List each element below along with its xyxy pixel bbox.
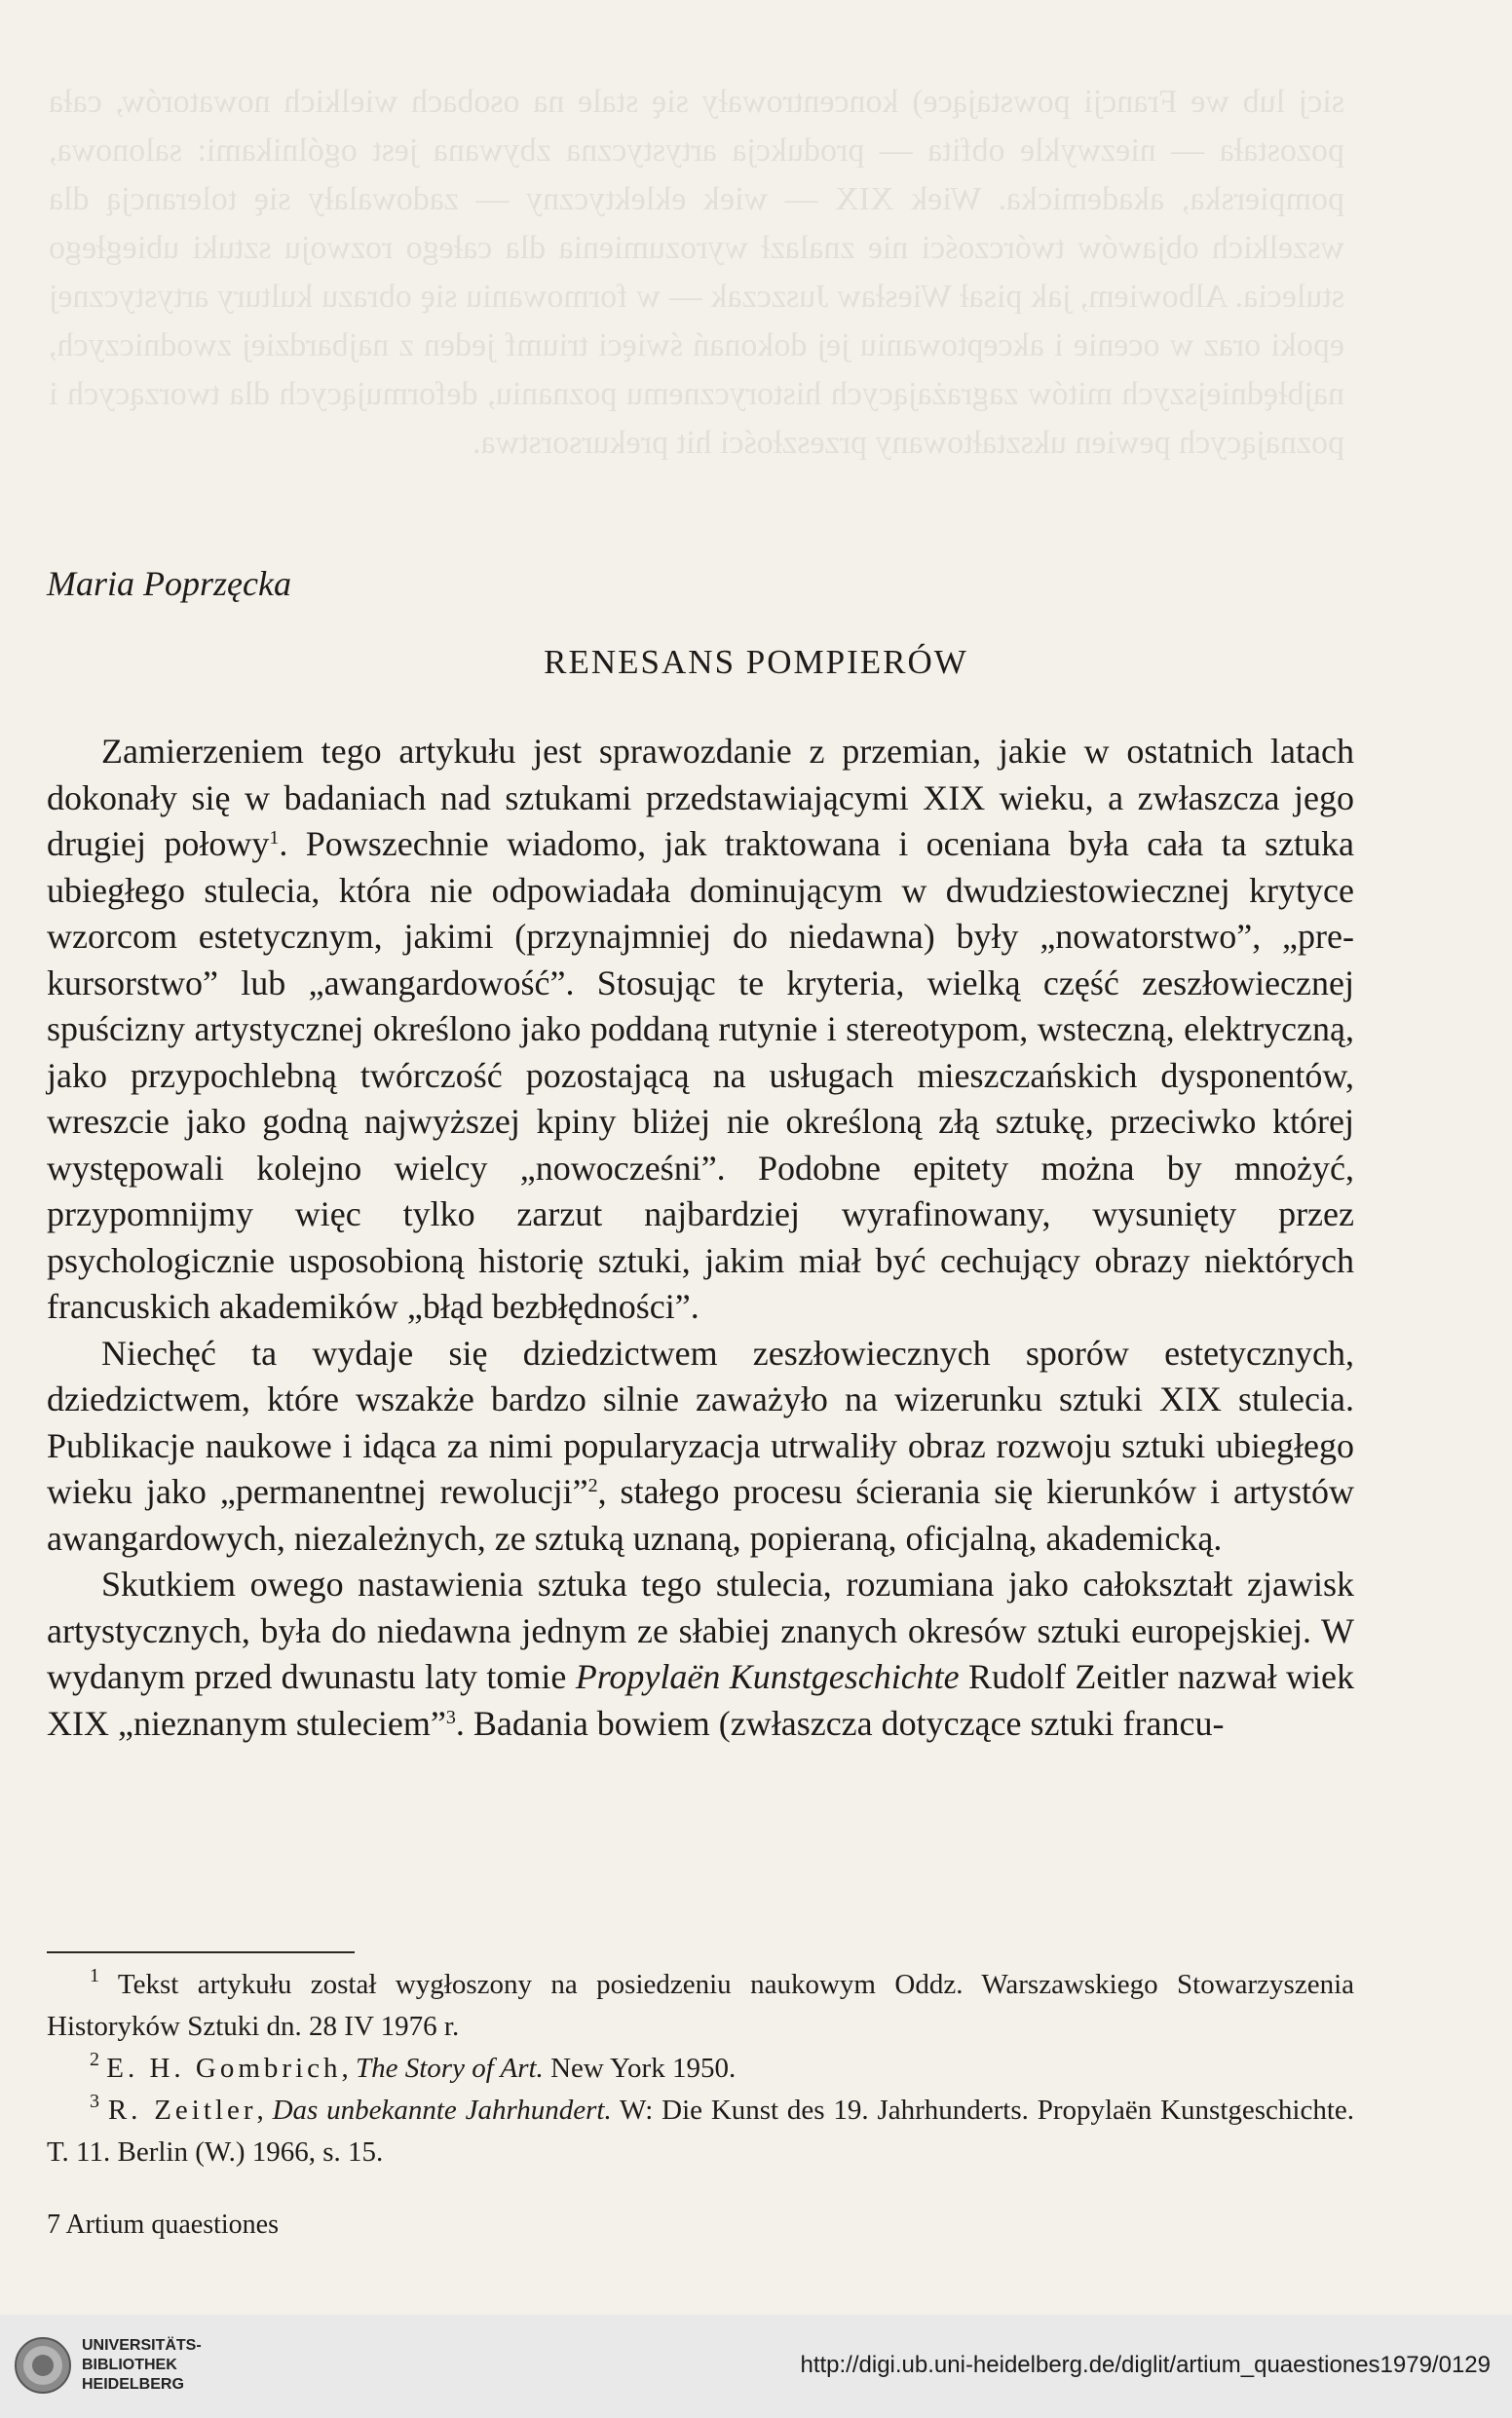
- footnote-2-work: The Story of Art.: [356, 2053, 544, 2084]
- article-title: RENESANS POMPIERÓW: [544, 643, 968, 681]
- paragraph-1-cont: . Powszechnie wiadomo, jak traktowana i oceniana była cała ta sztuka ubiegłego stulecia, która nie odpowiadała dominującym w dwudziestowiecznej krytyce wzorcom estetycznym, jakimi (przynajmniej do niedawna) były „nowatorstwo”, „prekursorstwo” lub „awangardowość”. Stosując te kryteria, wielką część zeszłowiecznej spuścizny artystycznej określono jako poddaną rutynie i stereotypom, wsteczną, elektryczną, jako przypochlebną twórczość pozostającą na usługach mieszczańskich dysponentów, wreszcie jako godną najwyższej kpiny bliżej nie określoną złą sztukę, przeciwko której występowali kolejno wielcy „nowocześni”. Podobne epitety można by mnożyć, przypomnijmy więc tylko zarzut najbardziej wyrafinowany, wysunięty przez psychologicznie usposobioną historię sztuki, jakim miał być cechujący obrazy niektórych francuskich akademików „błąd bezbłędności”.: [47, 824, 1354, 1326]
- footnote-divider: [47, 1951, 355, 1953]
- digitization-footer: [0, 2315, 1512, 2418]
- paragraph-1: [47, 729, 1354, 1331]
- footnote-2: $^2$ E. H. Gombrich, The Story of Art. New York 1950.: [90, 2049, 737, 2084]
- paragraph-3-italic: Propylaën Kunstgeschichte: [575, 1657, 960, 1696]
- footnote-2-rest: New York 1950.: [543, 2053, 737, 2084]
- paragraph-2-text: Niechęć ta wydaje się dziedzictwem zeszłowiecznych sporów estetycznych, dziedzictwem, które wszakże bardzo silnie zaważyło na wizerunku sztuki XIX stulecia. Publikacje naukowe i idąca za nimi popularyzacja utrwaliły obraz rozwoju sztuki ubiegłego wieku jako „permanentnej rewolucji”: [47, 1333, 1354, 1511]
- library-logo-text: UNIVERSITÄTS- BIBLIOTHEK HEIDELBERG: [82, 2337, 202, 2393]
- footnote-3-work: Das unbekannte Jahrhundert.: [272, 2095, 612, 2126]
- show-through-texture: sicj lub we Francji powstające) koncentrowały się stale na osobach wielkich nowatorów, cała pozostała — niezwykle obfita — produkcja artystyczna zbywana jest ogólnikami: salonowa, pompierska, akademicka. Wiek XIX — wiek eklektyczny — zadowalały się tolerancją dla wszelkich objawów twórczości nie znalazł wyrozumienia dla całego rozwoju sztuki ubiegłego stulecia. Albowiem, jak pisał Wiesław Juszczak — w formowaniu się obrazu kultury artystycznej epoki oraz w ocenie i akceptowaniu jej dokonań święci triumf jeden z najbardziej zwodniczych, najbłędniejszych mitów zagrażających historycznemu poznaniu, deformujących dla tworzących i poznających pewien ukształtowany przeszłości hit prekursorstwa.: [49, 84, 1344, 461]
- paragraph-3-text-a: Skutkiem owego nastawienia sztuka tego stulecia, rozumiana jako całokształt zjawisk artystycznych, była do niedawna jednym ze słabiej znanych okresów sztuki europejskiej. W wydanym przed dwunastu laty tomie: [47, 1565, 1354, 1696]
- footnote-3-author: R. Zeitler: [107, 2095, 257, 2126]
- printer-signature: 7 Artium quaestiones: [47, 2210, 279, 2240]
- footnote-ref-2: 2: [587, 1475, 598, 1496]
- footnote-1-text: Tekst artykułu został wygłoszony na posiedzeniu naukowym Oddz. Warszawskiego Stowarzyszenia Historyków Sztuki dn. 28 IV 1976 r.: [47, 1969, 1354, 2042]
- paragraph-1-text: Zamierzeniem tego artykułu jest sprawozdanie z przemian, jakie w ostatnich latach dokonały się w badaniach nad sztukami przedstawiającymi XIX wieku, a zwłaszcza jego drugiej połowy: [47, 732, 1354, 863]
- footnote-3-rest: W: Die Kunst des 19. Jahrhunderts. Propylaën Kunstgeschichte. T. 11. Berlin (W.) 1966, s. 15.: [47, 2095, 1355, 2168]
- paragraph-3-text-c: . Badania bowiem (zwłaszcza dotyczące sztuki francu-: [455, 1703, 1225, 1743]
- source-url[interactable]: http://digi.ub.uni-heidelberg.de/diglit/artium_quaestiones1979/0129: [800, 2352, 1491, 2378]
- paragraph-3: [47, 1562, 1354, 1747]
- university-seal-icon: [14, 2336, 72, 2395]
- author-name: Maria Poprzęcka: [47, 564, 291, 603]
- footnote-ref-3: 3: [445, 1706, 456, 1728]
- paragraph-2: [47, 1331, 1354, 1563]
- footnote-3-number: 3: [90, 2091, 99, 2112]
- article-body: [47, 729, 1354, 1747]
- footnote-2-author: E. H. Gombrich: [106, 2053, 342, 2084]
- footnote-2-number: 2: [90, 2049, 99, 2070]
- paragraph-3-text-b: Rudolf Zeitler nazwał wiek XIX „nieznanym stuleciem”: [47, 1657, 1354, 1743]
- footnote-1: [47, 1964, 1354, 2048]
- footnote-1-number: 1: [90, 1965, 99, 1986]
- footnote-3: $^3$ R. Zeitler, Das unbekannte Jahrhundert. W: Die Kunst des 19. Jahrhunderts. Propylaën Kunstgeschichte. T. 11. Berlin (W.) 1966, s. 15.: [47, 2091, 1355, 2168]
- footnote-ref-1: 1: [269, 827, 280, 849]
- footnotes: [47, 1964, 1354, 2173]
- paragraph-2-cont: , stałego procesu ścierania się kierunków i artystów awangardowych, niezależnych, ze sztuką uznaną, popieraną, oficjalną, akademicką.: [47, 1472, 1354, 1558]
